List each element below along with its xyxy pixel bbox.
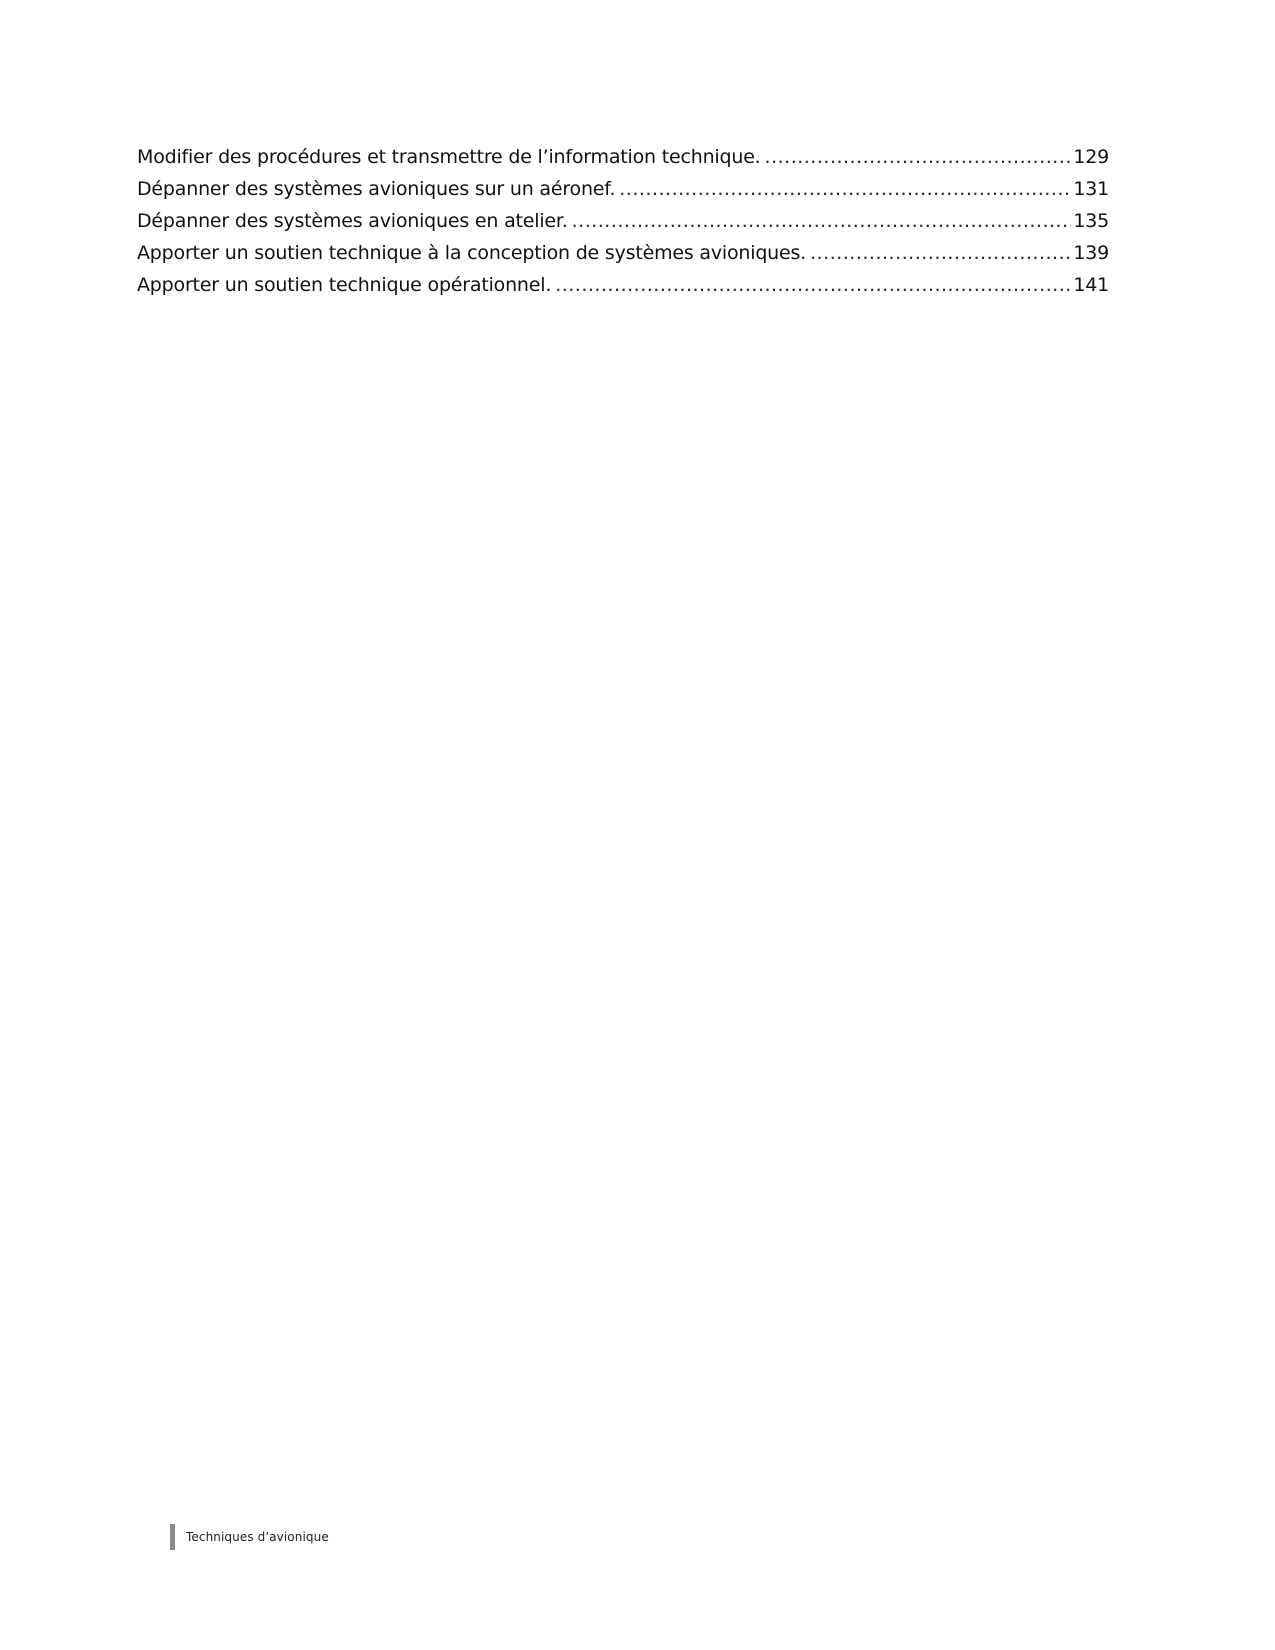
- toc-dot-leader: [619, 178, 1071, 200]
- toc-entry[interactable]: [137, 146, 1109, 178]
- toc-entry-page: 135: [1073, 210, 1109, 232]
- toc-dot-leader: [572, 210, 1072, 232]
- toc-entry-page: 131: [1073, 178, 1109, 200]
- toc-dot-leader: [555, 274, 1071, 296]
- toc-entry-title: Modifier des procédures et transmettre de l’information technique.: [137, 146, 761, 168]
- toc-entry-title: Apporter un soutien technique à la conception de systèmes avioniques.: [137, 242, 807, 264]
- toc-entry-title: Dépanner des systèmes avioniques en atelier.: [137, 210, 568, 232]
- toc-dot-leader: [810, 242, 1071, 264]
- toc-entry[interactable]: [137, 178, 1109, 210]
- toc-entry[interactable]: [137, 274, 1109, 306]
- footer-bar: [170, 1524, 175, 1550]
- table-of-contents: [137, 146, 1109, 306]
- toc-dot-leader: [765, 146, 1072, 168]
- toc-entry-page: 139: [1073, 242, 1109, 264]
- toc-entry-title: Dépanner des systèmes avioniques sur un aéronef.: [137, 178, 616, 200]
- toc-entry[interactable]: [137, 210, 1109, 242]
- footer-title: Techniques d’avionique: [186, 1530, 329, 1544]
- toc-entry-page: 129: [1073, 146, 1109, 168]
- toc-entry-page: 141: [1073, 274, 1109, 296]
- toc-entry-title: Apporter un soutien technique opérationnel.: [137, 274, 552, 296]
- toc-entry[interactable]: [137, 242, 1109, 274]
- page-footer: [170, 1524, 329, 1550]
